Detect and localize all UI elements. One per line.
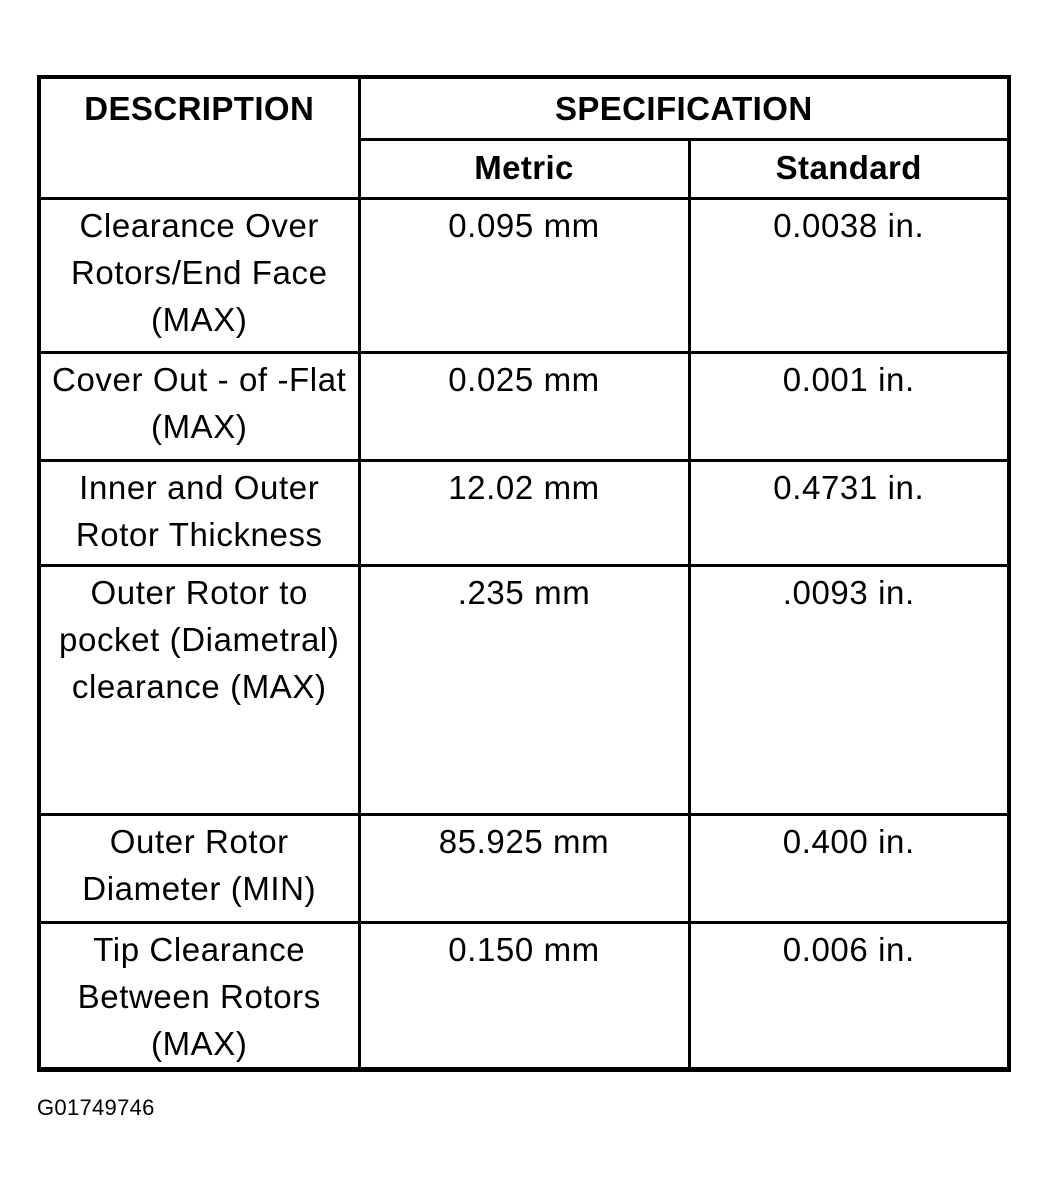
standard-cell: 0.4731 in. [689, 460, 1009, 565]
specification-header: SPECIFICATION [359, 77, 1009, 139]
metric-cell: 85.925 mm [359, 814, 689, 922]
description-cell: Tip Clearance Between Rotors (MAX) [39, 922, 359, 1069]
figure-id: G01749746 [37, 1095, 155, 1120]
standard-header: Standard [689, 139, 1009, 198]
table-row [39, 198, 1009, 352]
standard-cell: 0.006 in. [689, 922, 1009, 1069]
standard-cell: 0.0038 in. [689, 198, 1009, 352]
description-cell: Inner and Outer Rotor Thickness [39, 460, 359, 565]
standard-cell: .0093 in. [689, 565, 1009, 814]
standard-cell: 0.001 in. [689, 352, 1009, 460]
metric-cell: 0.095 mm [359, 198, 689, 352]
description-cell: Clearance Over Rotors/End Face (MAX) [39, 198, 359, 352]
table-row [39, 352, 1009, 460]
metric-header: Metric [359, 139, 689, 198]
metric-cell: 0.025 mm [359, 352, 689, 460]
header-row [39, 77, 1009, 139]
table-row [39, 814, 1009, 922]
specification-table [37, 75, 1011, 1072]
metric-cell: .235 mm [359, 565, 689, 814]
description-cell: Outer Rotor to pocket (Diametral) clearance (MAX) [39, 565, 359, 814]
description-cell: Cover Out - of -Flat (MAX) [39, 352, 359, 460]
metric-cell: 0.150 mm [359, 922, 689, 1069]
standard-cell: 0.400 in. [689, 814, 1009, 922]
description-cell: Outer Rotor Diameter (MIN) [39, 814, 359, 922]
description-header: DESCRIPTION [39, 77, 359, 198]
table-row [39, 460, 1009, 565]
table-row [39, 565, 1009, 814]
table-row [39, 922, 1009, 1069]
metric-cell: 12.02 mm [359, 460, 689, 565]
